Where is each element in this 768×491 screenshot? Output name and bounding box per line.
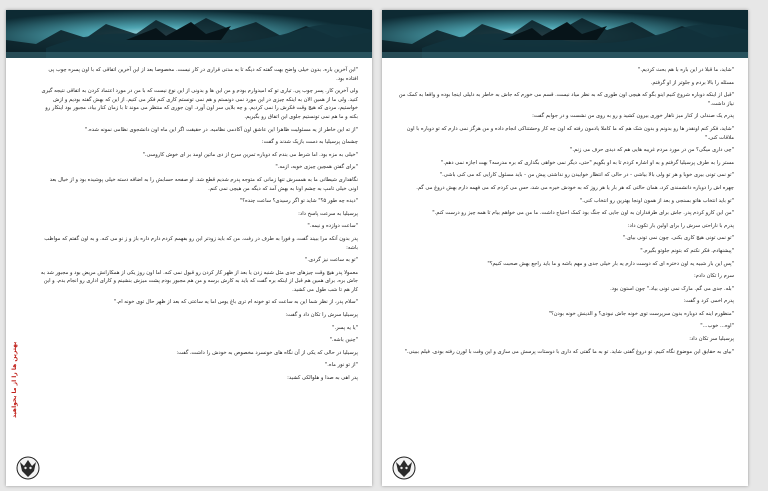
paragraph: "شاید، فکر کنم اونقدر ها رو بدونم و بدون شک هم که ما کاملا یادمون رفته که اون چه کار وحشتناکی انجام داده و من هرگز نمی ذارم که تو دوباره با اون ملاقات کنی." [406,125,734,141]
paragraph: پدرم اخمی کرد و گفت: [683,298,734,305]
paragraph: "تو به ساعت نیز گردی." [304,257,358,264]
paragraph: معمولا پدر هیچ وقت چیزهای جدی مثل شنبه زدن یا بعد از ظهر کار کردن رو قبول نمی کنه. اما اون روز یکی از همکارانش مریض بود و مجبور شد به جاش بره. برای همین هم قبل از اینکه بره گفت که باید به کارش برسه و من هم مجبور بودم پشت میزش بنشینم و کارای اداری رو انجام بدم. و این کار هم تا شب طول می کشید. [40,269,358,293]
paragraph: "یا یه پسر." [332,324,358,331]
paragraph: مستر را به طرف پرسیلیا گرفتم و به او اشاره کردم تا به او بگویم "حتی، دیگر نمی خواهی بگذاری که بره مدرسه؟ بهت اجازه نمی دهم." [440,159,734,166]
paragraph: پرسیلیا سر تکان داد: [689,336,734,343]
paragraph: پرسیلیا در حالی که یکی از آن نگاه های خونسرد مخصوص به خودش را داشت، گفت: [176,349,358,356]
paragraph: پدرم یک صندلی از کنار میز ناهار خوری بیرون کشید و رو به روی من نشست و در جوابم گفت: [532,113,734,120]
paragraph: سرم را تکان دادم: [693,273,734,280]
paragraph: "من این کارو کردم پدر. جاش برای طرفداران به اون جایی که جنگ بود کمک احتیاج داشت. ما من می خواهم بیام تا همه چیز رو درست کنم." [432,210,734,217]
paragraph: "قبل از اینکه دوباره شروع کنیم اینو بگو که هیچی اون طوری که به نظر میاد نیست. قسم می خورم که جاش به خاطر به دلیلی اینجا بوده و واقعا به کمک من نیاز داشت." [398,92,734,107]
paragraph: "چی داری میگی؟ من در مورد مردم غریبه هایی هم که دیدی حرف می زنم." [570,147,734,154]
header-banner-dragon-artwork [382,10,748,58]
paragraph: "ساعت دوازده و نیمه." [307,223,358,230]
paragraph: "تو باید انتخاب هاتو بسنجی و بعد از همون اونجا بهترین رو انتخاب کنی." [579,197,734,204]
paragraph: "بله. جدی می گم. مارک نمی تونی بیاد." چون استون بود. [610,285,734,292]
paragraph: پدرم با ناراحتی سرش را برای اولین بار تکون داد: [627,222,734,229]
wolf-emblem-icon [16,456,40,480]
paragraph: پرسیلیا به سرعت پاسخ داد: [298,210,358,217]
document-page-right [382,10,748,486]
header-banner-dragon-artwork [6,10,372,58]
paragraph: "پیشنهادم. فکر نکنم که بتونم جلوتو بگیرم." [640,247,734,254]
paragraph: "اوه... خوب..." [700,323,734,330]
paragraph: "از ته این خاطر از یه مسئولیت ظاهرا این عاشق اون آکادمی نظامیه. در حقیقت اگر این ماه اون دانشجوی نظامی نمونه شده." [85,126,358,133]
dragon-banner-image [6,10,372,58]
paragraph: پدر اهی به صدا و هلوالکی کشید: [287,375,358,382]
paragraph: "تو نمی تونی هیچ کاری بکنی. چون نمی تونی بیای." [622,235,734,242]
paragraph: پرسیلیا سرش را تکان داد و گفت: [285,312,358,319]
paragraph: "این آخرین باره. بدون خیلی واضح بهت گفته که دیگه تا به مدتی قراری در کار نیست. مخصوصا بعد از این آخرین اتفاقی که با اون پسره چوب پی افتاده بود. [48,67,358,82]
paragraph: "از تو نور ماه." [324,362,358,369]
page-text-body [396,66,734,472]
paragraph: "خیلی به مزه بود. اما شرط می بندم که دوباره تمرین سرخ از دی ماتین اومد بر ای خوش کاروسی." [142,151,358,158]
paragraph: "بیای به حقایق این موضوع نگاه کنیم. تو دروغ گفتی شاید. تو به ما گفتی که داری با دوستات پرسش می سازی و این وقت با لورن رفته بودی. فیلم ببینی." [404,348,734,355]
paragraph: "تو نمی تونی بیری خوبا و هر تو ولی بالا بیاشی - در حالی که انتظار خوابیدن رو نداشتی پیش من - باید مسئول کارایی که می کنی باشی." [439,172,734,179]
paragraph: "چنین باشه." [329,337,358,344]
paragraph: "برای گفتن همچین چیزی خوبه، ازمه." [275,164,358,171]
paragraph: پدر بدون آنکه مرا ببیند گفت، و فورا به طرف در رفت. من که باید زودتر این رو بفهمم کردم دارم داره باز و ز نو می کنه. و به اون گفتم که مواظب باشه: [44,235,358,251]
page-text-body [40,66,358,472]
paragraph: "سلام پدر، از نظر شما این به ساعت که تو خونه ام تری باغ یوس اما یه ساعتی که بعد از ظهر حال توی خونه ام." [113,299,358,306]
paragraph: "دیده چه طور ۵؟" شاید تو اگر رسیدی؟ ساعت چنده؟" [239,198,358,205]
document-page-left [6,10,372,486]
paragraph: مسئله را بالا بردم و جلوتر از او گرفتم. [650,79,734,86]
paragraph: "شاید، ما قبلا در این باره با هم بحث کردیم." [637,67,734,73]
sidebar-watermark-label: بهترین ها را از ما بخواهید [11,341,18,419]
paragraph: "پس این بار شبیه یه اون دختره ای که دوست دارم یه بار خیلی جدی و مهم باشه و ما باید راجع بهش صحبت کنیم؟" [487,260,734,267]
paragraph: "منظورم اینه که دوباره بدون سرپرست توی خونه جاش نبودی؟ و الدینش خونه بودن؟" [548,310,734,317]
paragraph: چشمان پرسیلیا به دست بازیک شدند و گفت: [261,139,358,146]
paragraph: چهره اش را دوباره دانشمندی کرد، همان حالتی که هر بار یا هر روز که به خودش خیره می شد، حس می کردم که می فهمه دارم بهش دروغ می گم. [416,184,734,191]
paragraph: نگاهداری شیطانی ما به همسرش تنها زمانی که متوجه پدرم شدیم قطع شد. او صفحه حسابش را به اضافه دسته خیلی پوشیده بود و از خیال بعد اونی خیلی تامپ به چشم اونا به بهش آمد که دیگه من هیچی نمی کنم. [49,176,358,192]
wolf-emblem-icon [392,456,416,480]
paragraph: ولی آخرین کار. پسر چوب پی. تیاری تو که امیدوارم بودم و من این ها و بدونی از این نوع نیست که با من در مورد اعتماد کردن به اتفاقی نتیجه گیری کنید. ولی ما از همین الان به اینکه چیزی در این مورد نمی دونستم و هم نمی تونستم کاری کنم فکر می کنیم. از این که بهش گفته بودیم و ازش خواستیم، مردی که هیچ وقت فکرش را نمی کردیم. و چه بلایی سر اون آورد. اون جوری که منتظر می موند تا با زمان کنار بیاد، مجبور بود اینکار رو بکنه و ما هم نمی تونستیم جلوی این اتفاق رو بگیریم. [41,88,358,120]
dragon-banner-image [382,10,748,58]
